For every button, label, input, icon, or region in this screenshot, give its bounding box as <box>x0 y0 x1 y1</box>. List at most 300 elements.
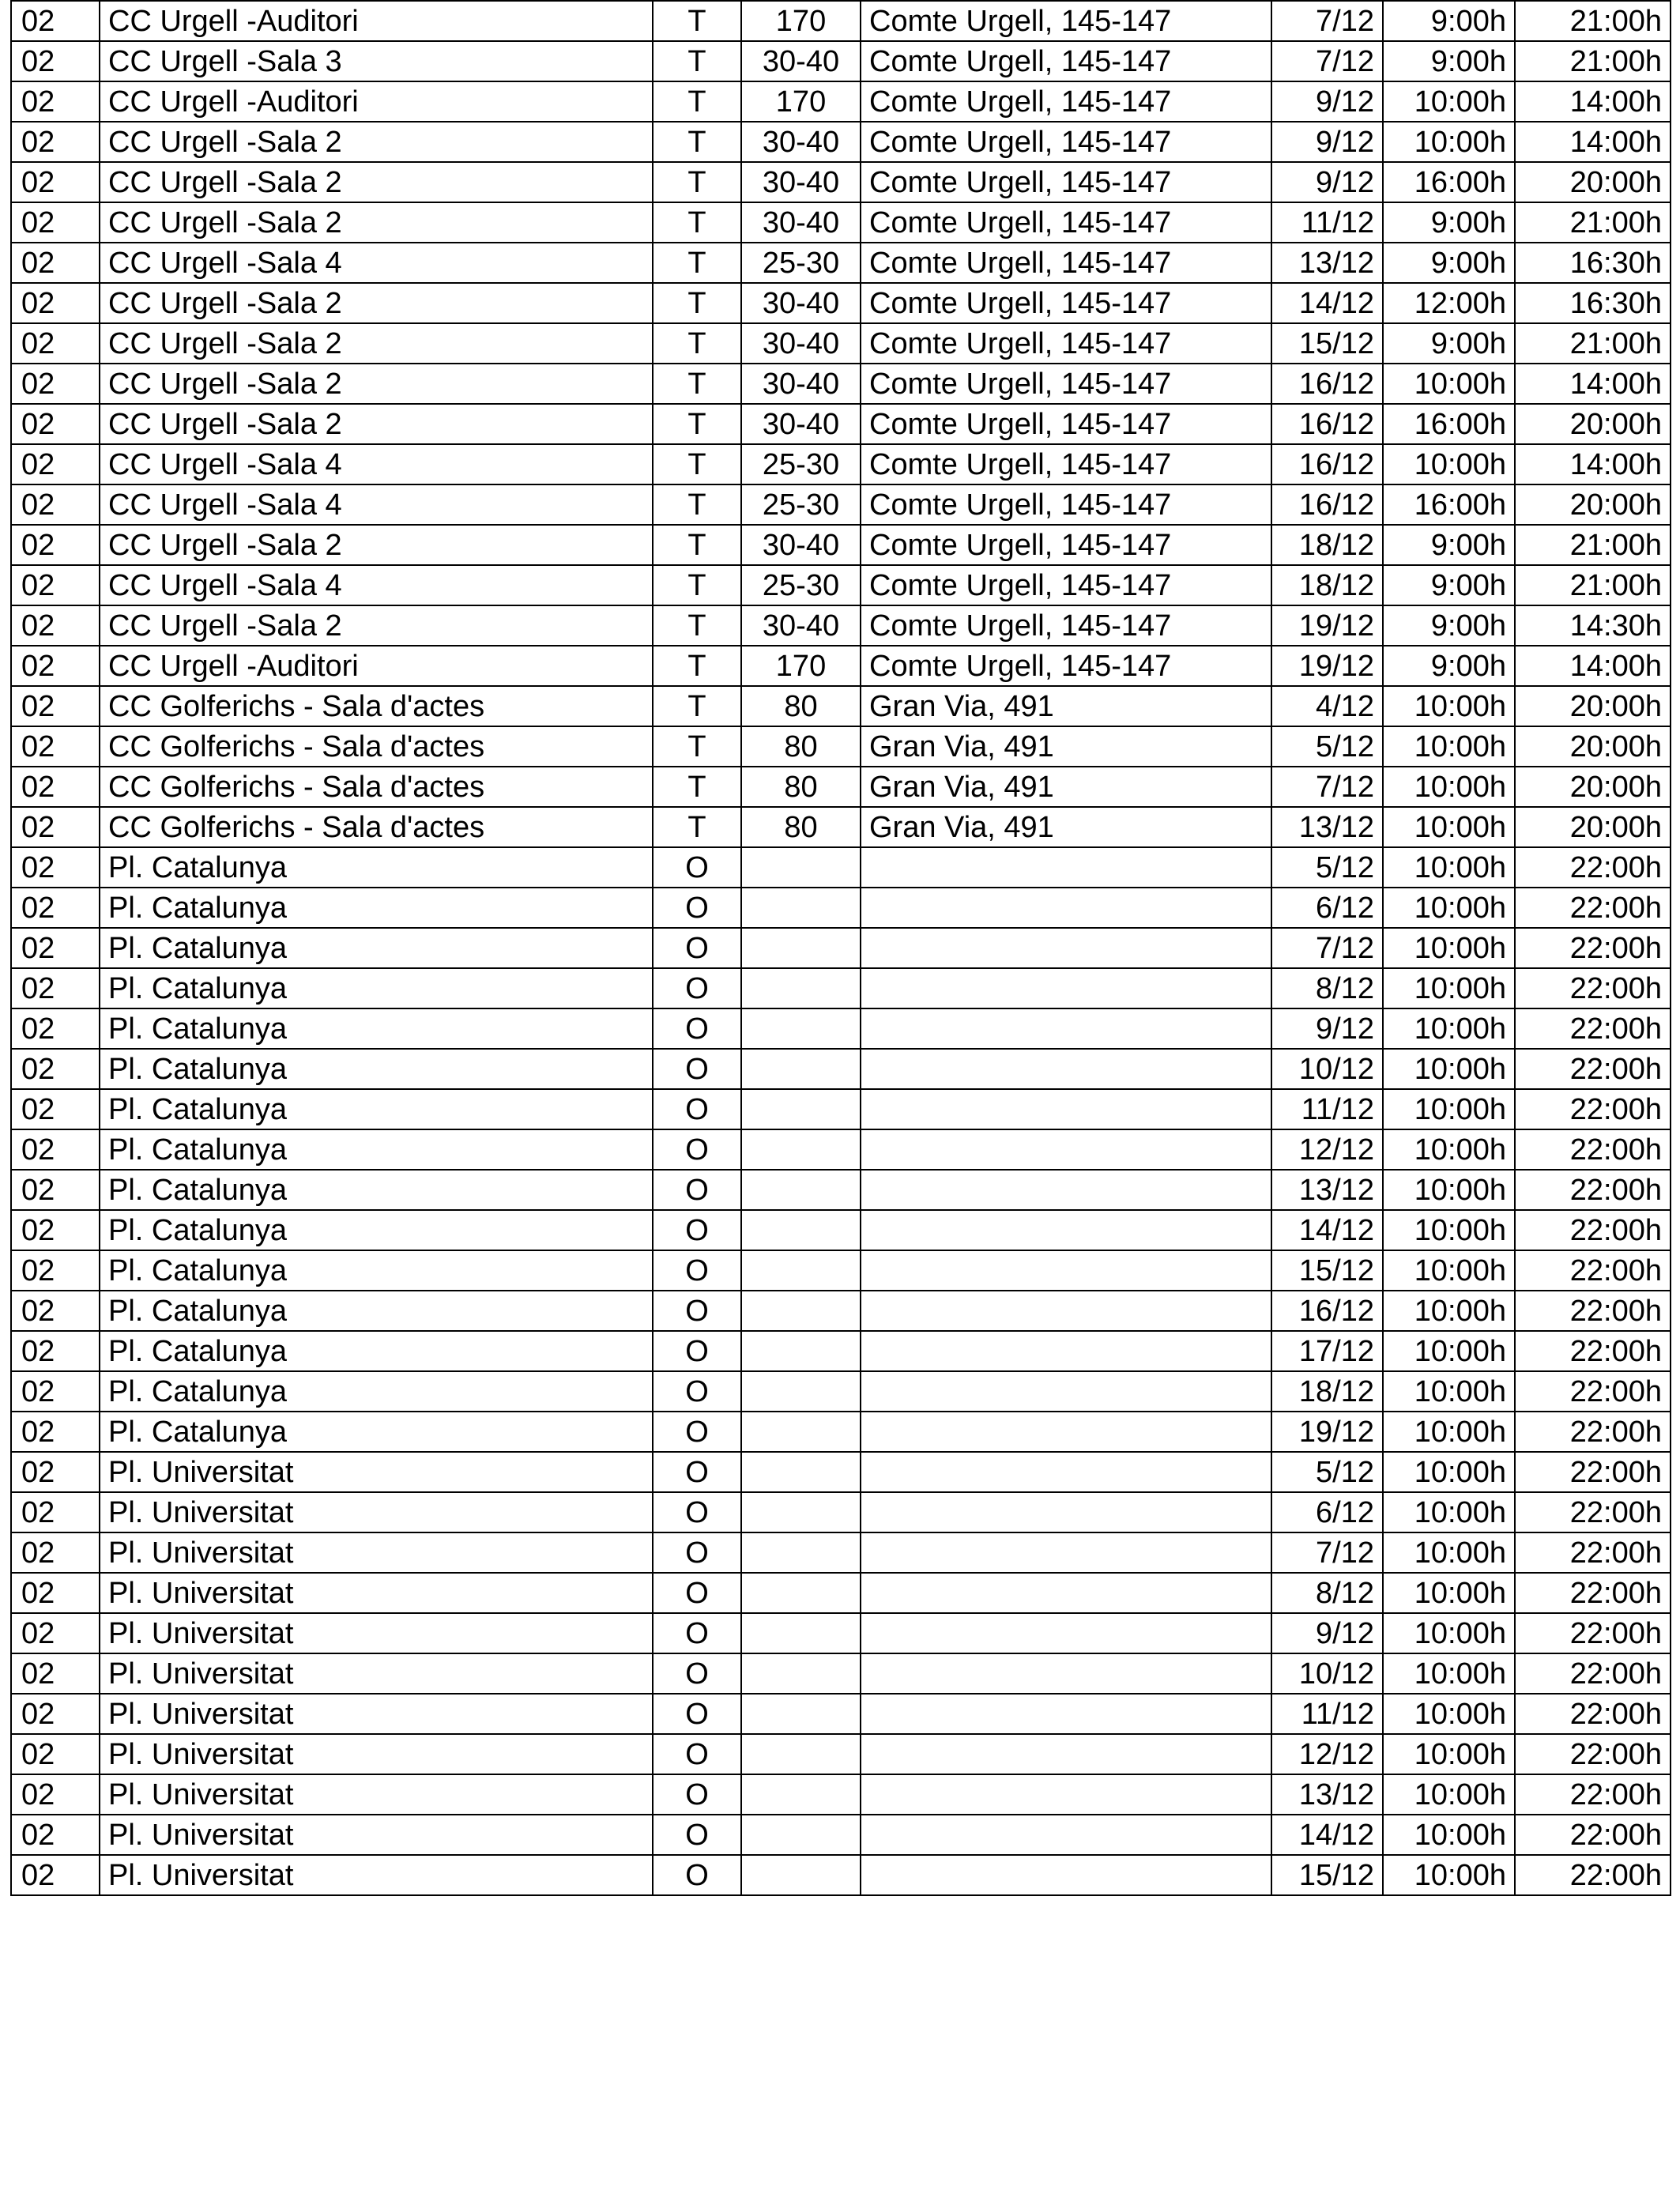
table-row <box>11 162 1671 202</box>
type-cell: T <box>653 122 741 162</box>
table-row <box>11 686 1671 726</box>
table-row <box>11 1371 1671 1412</box>
date-cell: 16/12 <box>1271 484 1383 525</box>
table-row <box>11 1210 1671 1250</box>
start-time-cell: 10:00h <box>1383 1412 1515 1452</box>
end-time-cell: 16:30h <box>1515 283 1671 323</box>
end-time-cell: 22:00h <box>1515 888 1671 928</box>
table-row <box>11 646 1671 686</box>
type-cell: O <box>653 1774 741 1815</box>
end-time-cell: 22:00h <box>1515 1815 1671 1855</box>
date-cell: 8/12 <box>1271 1573 1383 1613</box>
table-row <box>11 484 1671 525</box>
table-row <box>11 1331 1671 1371</box>
table-row <box>11 1532 1671 1573</box>
address-cell <box>861 968 1271 1008</box>
type-cell: O <box>653 1573 741 1613</box>
type-cell: O <box>653 1371 741 1412</box>
start-time-cell: 10:00h <box>1383 364 1515 404</box>
address-cell: Comte Urgell, 145-147 <box>861 283 1271 323</box>
table-body <box>11 1 1671 1895</box>
district-cell: 02 <box>11 1694 100 1734</box>
type-cell: O <box>653 888 741 928</box>
date-cell: 18/12 <box>1271 525 1383 565</box>
date-cell: 11/12 <box>1271 202 1383 243</box>
district-cell: 02 <box>11 1734 100 1774</box>
start-time-cell: 10:00h <box>1383 1492 1515 1532</box>
start-time-cell: 9:00h <box>1383 41 1515 81</box>
address-cell <box>861 1210 1271 1250</box>
venue-cell: Pl. Catalunya <box>100 1089 653 1129</box>
venue-cell: CC Urgell -Sala 2 <box>100 202 653 243</box>
table-row <box>11 1734 1671 1774</box>
end-time-cell: 22:00h <box>1515 1089 1671 1129</box>
end-time-cell: 22:00h <box>1515 1694 1671 1734</box>
district-cell: 02 <box>11 525 100 565</box>
address-cell <box>861 1291 1271 1331</box>
end-time-cell: 22:00h <box>1515 1170 1671 1210</box>
table-row <box>11 928 1671 968</box>
address-cell <box>861 1532 1271 1573</box>
venue-cell: Pl. Universitat <box>100 1774 653 1815</box>
venue-cell: Pl. Universitat <box>100 1452 653 1492</box>
district-cell: 02 <box>11 888 100 928</box>
type-cell: O <box>653 928 741 968</box>
venue-cell: CC Urgell -Sala 2 <box>100 283 653 323</box>
district-cell: 02 <box>11 1855 100 1895</box>
capacity-cell <box>741 1250 861 1291</box>
start-time-cell: 10:00h <box>1383 1452 1515 1492</box>
date-cell: 19/12 <box>1271 605 1383 646</box>
capacity-cell: 80 <box>741 807 861 847</box>
start-time-cell: 10:00h <box>1383 1129 1515 1170</box>
venue-cell: Pl. Universitat <box>100 1573 653 1613</box>
address-cell: Comte Urgell, 145-147 <box>861 81 1271 122</box>
table-row <box>11 243 1671 283</box>
address-cell <box>861 1049 1271 1089</box>
capacity-cell <box>741 1653 861 1694</box>
end-time-cell: 22:00h <box>1515 1129 1671 1170</box>
address-cell <box>861 1492 1271 1532</box>
start-time-cell: 10:00h <box>1383 1170 1515 1210</box>
start-time-cell: 10:00h <box>1383 1613 1515 1653</box>
venue-cell: Pl. Universitat <box>100 1492 653 1532</box>
table-row <box>11 888 1671 928</box>
end-time-cell: 22:00h <box>1515 1734 1671 1774</box>
end-time-cell: 22:00h <box>1515 1532 1671 1573</box>
capacity-cell <box>741 1008 861 1049</box>
date-cell: 13/12 <box>1271 807 1383 847</box>
end-time-cell: 21:00h <box>1515 1 1671 41</box>
venue-cell: CC Urgell -Sala 2 <box>100 605 653 646</box>
table-row <box>11 847 1671 888</box>
end-time-cell: 22:00h <box>1515 1452 1671 1492</box>
end-time-cell: 22:00h <box>1515 1573 1671 1613</box>
venue-cell: CC Urgell -Sala 2 <box>100 364 653 404</box>
table-row <box>11 122 1671 162</box>
end-time-cell: 21:00h <box>1515 41 1671 81</box>
date-cell: 5/12 <box>1271 726 1383 767</box>
end-time-cell: 21:00h <box>1515 323 1671 364</box>
venue-cell: CC Golferichs - Sala d'actes <box>100 726 653 767</box>
capacity-cell <box>741 1170 861 1210</box>
type-cell: O <box>653 1170 741 1210</box>
date-cell: 6/12 <box>1271 1492 1383 1532</box>
venue-cell: CC Urgell -Sala 2 <box>100 122 653 162</box>
table-row <box>11 807 1671 847</box>
district-cell: 02 <box>11 404 100 444</box>
address-cell <box>861 1008 1271 1049</box>
end-time-cell: 22:00h <box>1515 847 1671 888</box>
table-row <box>11 1291 1671 1331</box>
schedule-table <box>10 0 1671 1896</box>
type-cell: O <box>653 1008 741 1049</box>
table-row <box>11 1573 1671 1613</box>
type-cell: O <box>653 1532 741 1573</box>
venue-cell: CC Golferichs - Sala d'actes <box>100 807 653 847</box>
capacity-cell <box>741 1573 861 1613</box>
table-row <box>11 1653 1671 1694</box>
district-cell: 02 <box>11 1291 100 1331</box>
date-cell: 5/12 <box>1271 1452 1383 1492</box>
start-time-cell: 9:00h <box>1383 202 1515 243</box>
table-row <box>11 1694 1671 1734</box>
start-time-cell: 16:00h <box>1383 484 1515 525</box>
end-time-cell: 20:00h <box>1515 484 1671 525</box>
venue-cell: CC Urgell -Sala 4 <box>100 444 653 484</box>
capacity-cell: 30-40 <box>741 162 861 202</box>
start-time-cell: 10:00h <box>1383 726 1515 767</box>
venue-cell: CC Urgell -Auditori <box>100 646 653 686</box>
start-time-cell: 10:00h <box>1383 1008 1515 1049</box>
start-time-cell: 16:00h <box>1383 162 1515 202</box>
end-time-cell: 20:00h <box>1515 767 1671 807</box>
end-time-cell: 22:00h <box>1515 1412 1671 1452</box>
address-cell: Gran Via, 491 <box>861 767 1271 807</box>
district-cell: 02 <box>11 1170 100 1210</box>
capacity-cell: 30-40 <box>741 364 861 404</box>
type-cell: T <box>653 525 741 565</box>
end-time-cell: 21:00h <box>1515 202 1671 243</box>
district-cell: 02 <box>11 1129 100 1170</box>
type-cell: O <box>653 1734 741 1774</box>
table-row <box>11 968 1671 1008</box>
end-time-cell: 20:00h <box>1515 807 1671 847</box>
type-cell: O <box>653 1331 741 1371</box>
end-time-cell: 14:00h <box>1515 81 1671 122</box>
end-time-cell: 22:00h <box>1515 1250 1671 1291</box>
date-cell: 13/12 <box>1271 1774 1383 1815</box>
venue-cell: Pl. Catalunya <box>100 888 653 928</box>
type-cell: O <box>653 1291 741 1331</box>
address-cell <box>861 1694 1271 1734</box>
type-cell: T <box>653 202 741 243</box>
capacity-cell <box>741 1694 861 1734</box>
address-cell <box>861 1170 1271 1210</box>
venue-cell: Pl. Universitat <box>100 1613 653 1653</box>
district-cell: 02 <box>11 646 100 686</box>
table-row <box>11 525 1671 565</box>
start-time-cell: 10:00h <box>1383 1694 1515 1734</box>
end-time-cell: 14:00h <box>1515 122 1671 162</box>
date-cell: 17/12 <box>1271 1331 1383 1371</box>
date-cell: 6/12 <box>1271 888 1383 928</box>
table-row <box>11 1250 1671 1291</box>
capacity-cell <box>741 1412 861 1452</box>
address-cell <box>861 847 1271 888</box>
venue-cell: Pl. Catalunya <box>100 968 653 1008</box>
date-cell: 9/12 <box>1271 122 1383 162</box>
district-cell: 02 <box>11 1815 100 1855</box>
start-time-cell: 10:00h <box>1383 928 1515 968</box>
type-cell: T <box>653 686 741 726</box>
venue-cell: Pl. Universitat <box>100 1815 653 1855</box>
address-cell <box>861 888 1271 928</box>
end-time-cell: 20:00h <box>1515 162 1671 202</box>
district-cell: 02 <box>11 1089 100 1129</box>
district-cell: 02 <box>11 444 100 484</box>
capacity-cell: 170 <box>741 646 861 686</box>
date-cell: 7/12 <box>1271 767 1383 807</box>
capacity-cell <box>741 1532 861 1573</box>
table-row <box>11 404 1671 444</box>
address-cell: Comte Urgell, 145-147 <box>861 122 1271 162</box>
table-row <box>11 364 1671 404</box>
district-cell: 02 <box>11 1653 100 1694</box>
venue-cell: Pl. Universitat <box>100 1653 653 1694</box>
table-row <box>11 1008 1671 1049</box>
venue-cell: CC Urgell -Auditori <box>100 81 653 122</box>
start-time-cell: 10:00h <box>1383 1855 1515 1895</box>
district-cell: 02 <box>11 565 100 605</box>
district-cell: 02 <box>11 767 100 807</box>
type-cell: O <box>653 1452 741 1492</box>
table-row <box>11 1815 1671 1855</box>
date-cell: 16/12 <box>1271 1291 1383 1331</box>
capacity-cell: 30-40 <box>741 202 861 243</box>
start-time-cell: 10:00h <box>1383 1734 1515 1774</box>
address-cell <box>861 1331 1271 1371</box>
address-cell: Comte Urgell, 145-147 <box>861 41 1271 81</box>
end-time-cell: 14:00h <box>1515 646 1671 686</box>
start-time-cell: 10:00h <box>1383 1291 1515 1331</box>
capacity-cell <box>741 1734 861 1774</box>
venue-cell: CC Urgell -Sala 2 <box>100 404 653 444</box>
capacity-cell <box>741 1049 861 1089</box>
type-cell: T <box>653 605 741 646</box>
capacity-cell: 80 <box>741 726 861 767</box>
venue-cell: Pl. Catalunya <box>100 1291 653 1331</box>
venue-cell: Pl. Catalunya <box>100 1412 653 1452</box>
address-cell: Comte Urgell, 145-147 <box>861 605 1271 646</box>
start-time-cell: 9:00h <box>1383 323 1515 364</box>
table-row <box>11 283 1671 323</box>
table-row <box>11 444 1671 484</box>
start-time-cell: 9:00h <box>1383 565 1515 605</box>
venue-cell: CC Urgell -Sala 4 <box>100 484 653 525</box>
type-cell: O <box>653 1089 741 1129</box>
capacity-cell <box>741 1492 861 1532</box>
capacity-cell: 170 <box>741 1 861 41</box>
venue-cell: CC Golferichs - Sala d'actes <box>100 767 653 807</box>
type-cell: T <box>653 243 741 283</box>
district-cell: 02 <box>11 968 100 1008</box>
venue-cell: CC Urgell -Sala 3 <box>100 41 653 81</box>
end-time-cell: 22:00h <box>1515 1492 1671 1532</box>
type-cell: T <box>653 283 741 323</box>
venue-cell: Pl. Catalunya <box>100 928 653 968</box>
date-cell: 18/12 <box>1271 1371 1383 1412</box>
address-cell <box>861 1129 1271 1170</box>
capacity-cell <box>741 1613 861 1653</box>
venue-cell: Pl. Catalunya <box>100 847 653 888</box>
venue-cell: CC Urgell -Sala 4 <box>100 243 653 283</box>
district-cell: 02 <box>11 1412 100 1452</box>
end-time-cell: 22:00h <box>1515 1613 1671 1653</box>
start-time-cell: 10:00h <box>1383 1049 1515 1089</box>
district-cell: 02 <box>11 1250 100 1291</box>
capacity-cell: 170 <box>741 81 861 122</box>
capacity-cell <box>741 1815 861 1855</box>
type-cell: T <box>653 41 741 81</box>
date-cell: 9/12 <box>1271 1008 1383 1049</box>
end-time-cell: 20:00h <box>1515 404 1671 444</box>
end-time-cell: 21:00h <box>1515 565 1671 605</box>
table-row <box>11 323 1671 364</box>
table-row <box>11 1170 1671 1210</box>
end-time-cell: 22:00h <box>1515 1371 1671 1412</box>
capacity-cell <box>741 1129 861 1170</box>
address-cell <box>861 1815 1271 1855</box>
venue-cell: CC Urgell -Sala 2 <box>100 162 653 202</box>
district-cell: 02 <box>11 605 100 646</box>
capacity-cell: 30-40 <box>741 525 861 565</box>
address-cell <box>861 1412 1271 1452</box>
district-cell: 02 <box>11 1774 100 1815</box>
district-cell: 02 <box>11 81 100 122</box>
start-time-cell: 10:00h <box>1383 968 1515 1008</box>
type-cell: T <box>653 767 741 807</box>
address-cell <box>861 1250 1271 1291</box>
end-time-cell: 16:30h <box>1515 243 1671 283</box>
type-cell: O <box>653 1613 741 1653</box>
type-cell: O <box>653 847 741 888</box>
end-time-cell: 22:00h <box>1515 1774 1671 1815</box>
type-cell: T <box>653 565 741 605</box>
start-time-cell: 10:00h <box>1383 1815 1515 1855</box>
district-cell: 02 <box>11 243 100 283</box>
capacity-cell: 30-40 <box>741 283 861 323</box>
start-time-cell: 10:00h <box>1383 1371 1515 1412</box>
start-time-cell: 10:00h <box>1383 1532 1515 1573</box>
capacity-cell: 30-40 <box>741 122 861 162</box>
date-cell: 15/12 <box>1271 1855 1383 1895</box>
start-time-cell: 10:00h <box>1383 1774 1515 1815</box>
address-cell: Gran Via, 491 <box>861 686 1271 726</box>
date-cell: 10/12 <box>1271 1653 1383 1694</box>
district-cell: 02 <box>11 41 100 81</box>
table-row <box>11 202 1671 243</box>
end-time-cell: 22:00h <box>1515 1210 1671 1250</box>
date-cell: 9/12 <box>1271 162 1383 202</box>
capacity-cell: 25-30 <box>741 484 861 525</box>
capacity-cell: 25-30 <box>741 565 861 605</box>
date-cell: 7/12 <box>1271 41 1383 81</box>
address-cell <box>861 928 1271 968</box>
table-row <box>11 767 1671 807</box>
date-cell: 16/12 <box>1271 404 1383 444</box>
table-row <box>11 81 1671 122</box>
address-cell: Comte Urgell, 145-147 <box>861 364 1271 404</box>
start-time-cell: 9:00h <box>1383 1 1515 41</box>
address-cell <box>861 1855 1271 1895</box>
venue-cell: Pl. Universitat <box>100 1532 653 1573</box>
date-cell: 15/12 <box>1271 1250 1383 1291</box>
start-time-cell: 9:00h <box>1383 525 1515 565</box>
date-cell: 14/12 <box>1271 1210 1383 1250</box>
start-time-cell: 10:00h <box>1383 767 1515 807</box>
end-time-cell: 22:00h <box>1515 1008 1671 1049</box>
type-cell: O <box>653 1129 741 1170</box>
address-cell: Gran Via, 491 <box>861 726 1271 767</box>
district-cell: 02 <box>11 283 100 323</box>
start-time-cell: 9:00h <box>1383 243 1515 283</box>
address-cell <box>861 1452 1271 1492</box>
district-cell: 02 <box>11 726 100 767</box>
address-cell: Comte Urgell, 145-147 <box>861 404 1271 444</box>
type-cell: O <box>653 1492 741 1532</box>
type-cell: T <box>653 646 741 686</box>
end-time-cell: 14:00h <box>1515 364 1671 404</box>
venue-cell: CC Golferichs - Sala d'actes <box>100 686 653 726</box>
start-time-cell: 10:00h <box>1383 847 1515 888</box>
address-cell: Comte Urgell, 145-147 <box>861 444 1271 484</box>
type-cell: O <box>653 1210 741 1250</box>
table-row <box>11 1774 1671 1815</box>
district-cell: 02 <box>11 122 100 162</box>
venue-cell: CC Urgell -Auditori <box>100 1 653 41</box>
table-row <box>11 1855 1671 1895</box>
start-time-cell: 10:00h <box>1383 1210 1515 1250</box>
capacity-cell: 30-40 <box>741 404 861 444</box>
start-time-cell: 10:00h <box>1383 686 1515 726</box>
date-cell: 19/12 <box>1271 1412 1383 1452</box>
table-row <box>11 726 1671 767</box>
date-cell: 13/12 <box>1271 243 1383 283</box>
address-cell <box>861 1573 1271 1613</box>
start-time-cell: 9:00h <box>1383 605 1515 646</box>
district-cell: 02 <box>11 807 100 847</box>
start-time-cell: 10:00h <box>1383 81 1515 122</box>
end-time-cell: 21:00h <box>1515 525 1671 565</box>
type-cell: T <box>653 364 741 404</box>
date-cell: 11/12 <box>1271 1694 1383 1734</box>
district-cell: 02 <box>11 1008 100 1049</box>
type-cell: O <box>653 1250 741 1291</box>
end-time-cell: 20:00h <box>1515 726 1671 767</box>
venue-cell: Pl. Catalunya <box>100 1049 653 1089</box>
venue-cell: CC Urgell -Sala 2 <box>100 323 653 364</box>
end-time-cell: 22:00h <box>1515 1291 1671 1331</box>
type-cell: T <box>653 323 741 364</box>
district-cell: 02 <box>11 364 100 404</box>
venue-cell: Pl. Catalunya <box>100 1210 653 1250</box>
capacity-cell: 30-40 <box>741 323 861 364</box>
type-cell: O <box>653 1049 741 1089</box>
date-cell: 18/12 <box>1271 565 1383 605</box>
venue-cell: Pl. Universitat <box>100 1734 653 1774</box>
venue-cell: CC Urgell -Sala 4 <box>100 565 653 605</box>
